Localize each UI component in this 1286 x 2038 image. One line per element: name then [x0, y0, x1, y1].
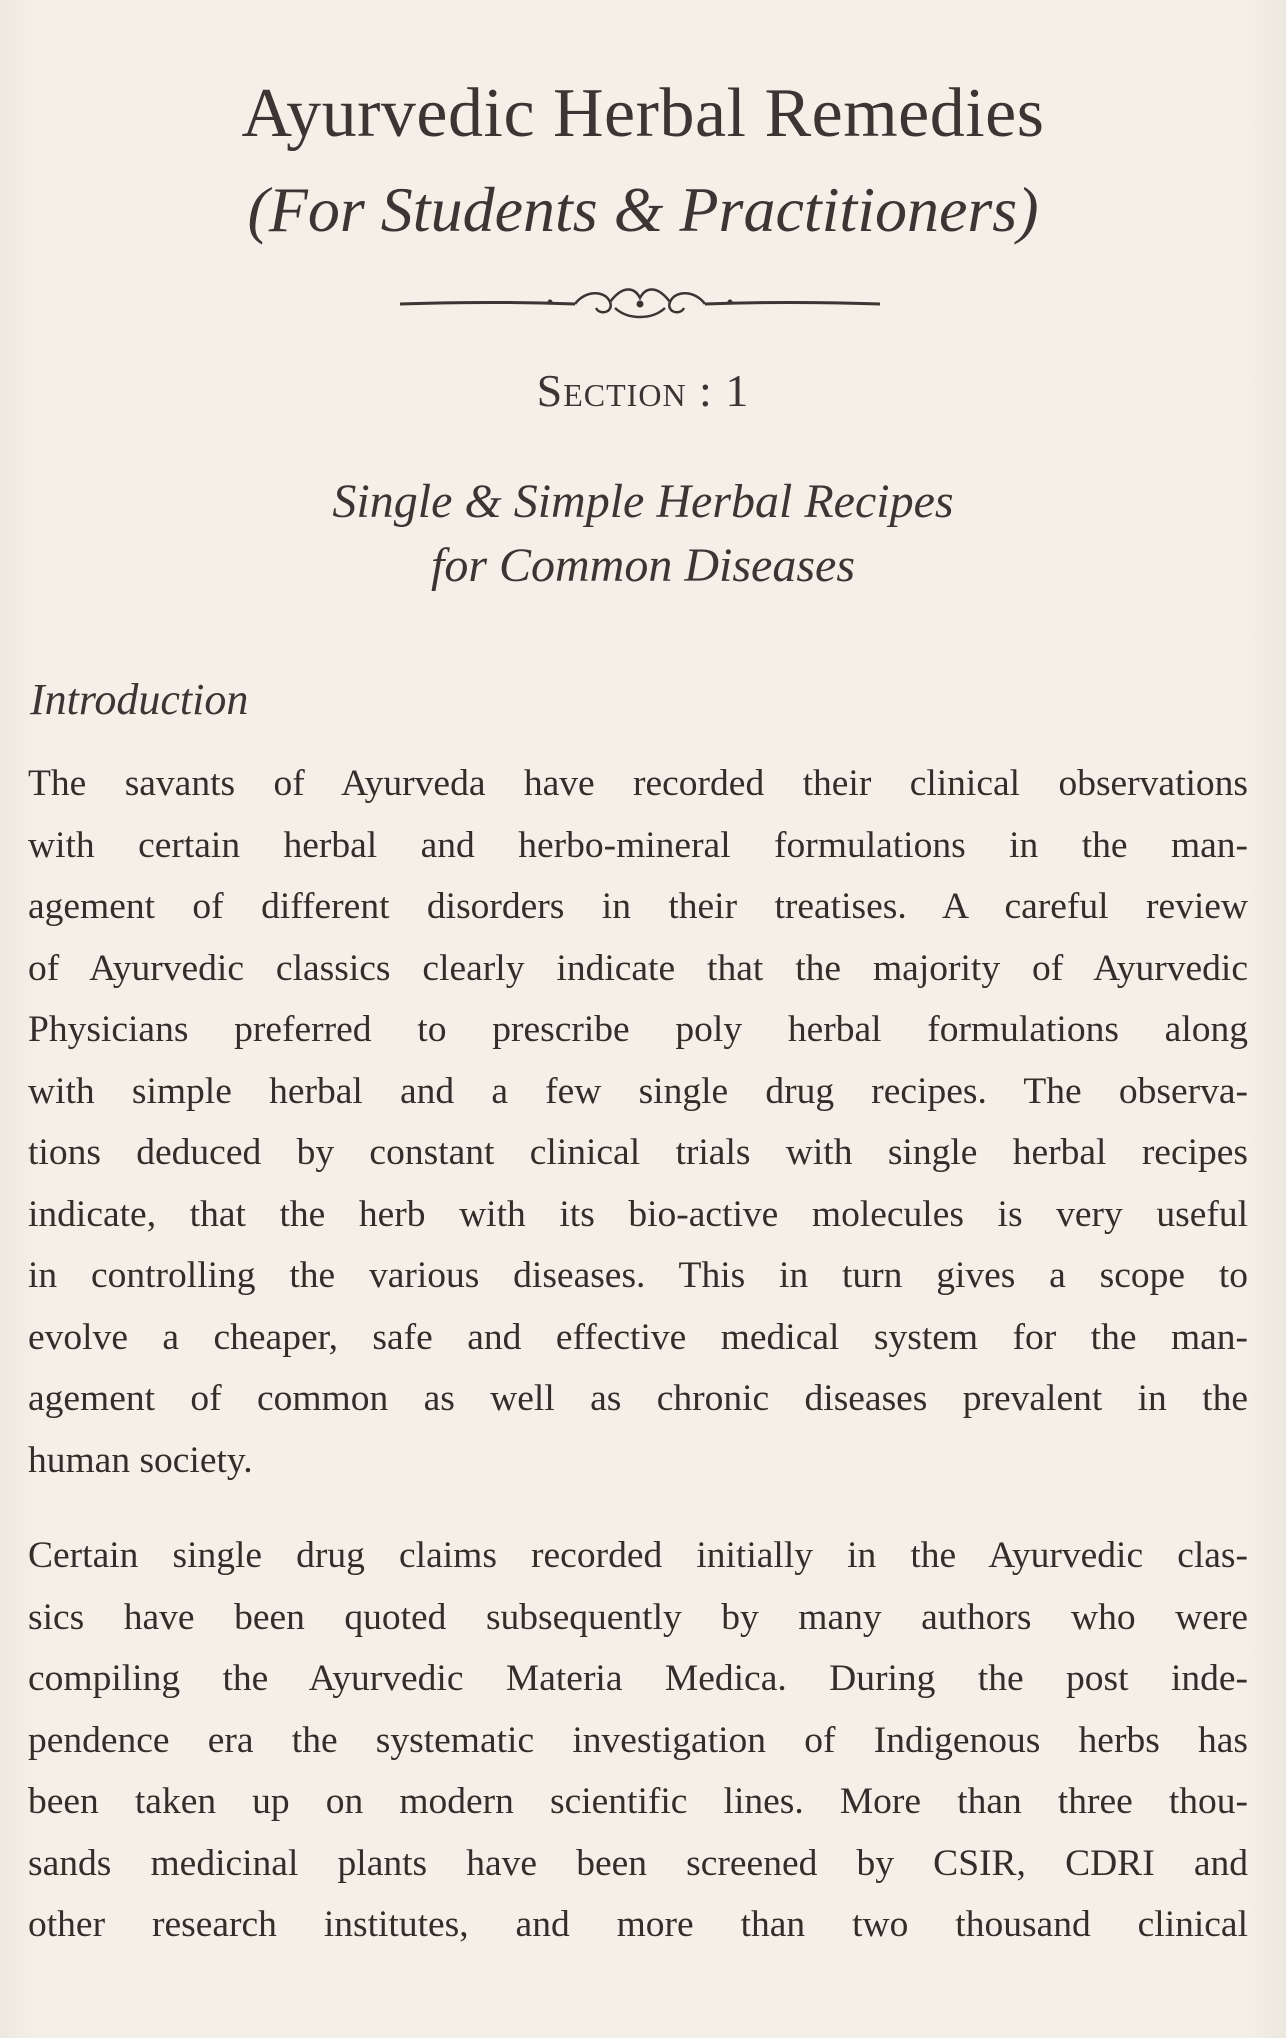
book-title: Ayurvedic Herbal Remedies — [241, 75, 1045, 152]
paragraph-line: pendence era the systematic investigation of Indigenous herbs has — [28, 1719, 1248, 1761]
paragraph-line: sands medicinal plants have been screened by CSIR, CDRI and — [28, 1842, 1248, 1884]
paragraph-line: sics have been quoted subsequently by many authors who were — [28, 1596, 1248, 1638]
paragraph-line: Physicians preferred to prescribe poly herbal formulations along — [28, 1009, 1248, 1050]
paragraph-line: Certain single drug claims recorded initially in the Ayurvedic clas- — [28, 1535, 1248, 1576]
paragraph-1 — [28, 753, 1248, 1491]
paragraph-line: agement of different disorders in their treatises. A careful review — [28, 886, 1248, 927]
paragraph-line: agement of common as well as chronic diseases prevalent in the — [28, 1378, 1248, 1419]
paragraph-line: other research institutes, and more than two thousand clinical — [28, 1904, 1248, 1945]
section-title-line-1: Single & Simple Herbal Recipes — [332, 475, 954, 528]
introduction-heading: Introduction — [30, 675, 249, 724]
section-label: Section : 1 — [536, 365, 750, 416]
paragraph-line: human society. — [28, 1439, 253, 1481]
paragraph-line: The savants of Ayurveda have recorded their clinical observations — [28, 763, 1248, 804]
book-subtitle: (For Students & Practitioners) — [247, 174, 1039, 245]
paragraph-line: been taken up on modern scientific lines. More than three thou- — [28, 1781, 1248, 1822]
paragraph-line: with certain herbal and herbo-mineral formulations in the man- — [28, 824, 1248, 866]
paragraph-line: compiling the Ayurvedic Materia Medica. During the post inde- — [28, 1658, 1248, 1699]
paragraph-line: of Ayurvedic classics clearly indicate that the majority of Ayurvedic — [28, 947, 1248, 989]
paragraph-2 — [28, 1525, 1248, 1956]
paragraph-line: indicate, that the herb with its bio-active molecules is very useful — [28, 1193, 1248, 1235]
section-title — [120, 470, 1166, 598]
paragraph-line: with simple herbal and a few single drug recipes. The observa- — [28, 1070, 1248, 1112]
paragraph-line: tions deduced by constant clinical trials with single herbal recipes — [28, 1132, 1248, 1173]
paragraph-line: in controlling the various diseases. This in turn gives a scope to — [28, 1255, 1248, 1296]
flourish-divider-icon — [400, 280, 880, 328]
section-title-line-2: for Common Diseases — [430, 539, 855, 592]
paragraph-line: evolve a cheaper, safe and effective medical system for the man- — [28, 1316, 1248, 1358]
